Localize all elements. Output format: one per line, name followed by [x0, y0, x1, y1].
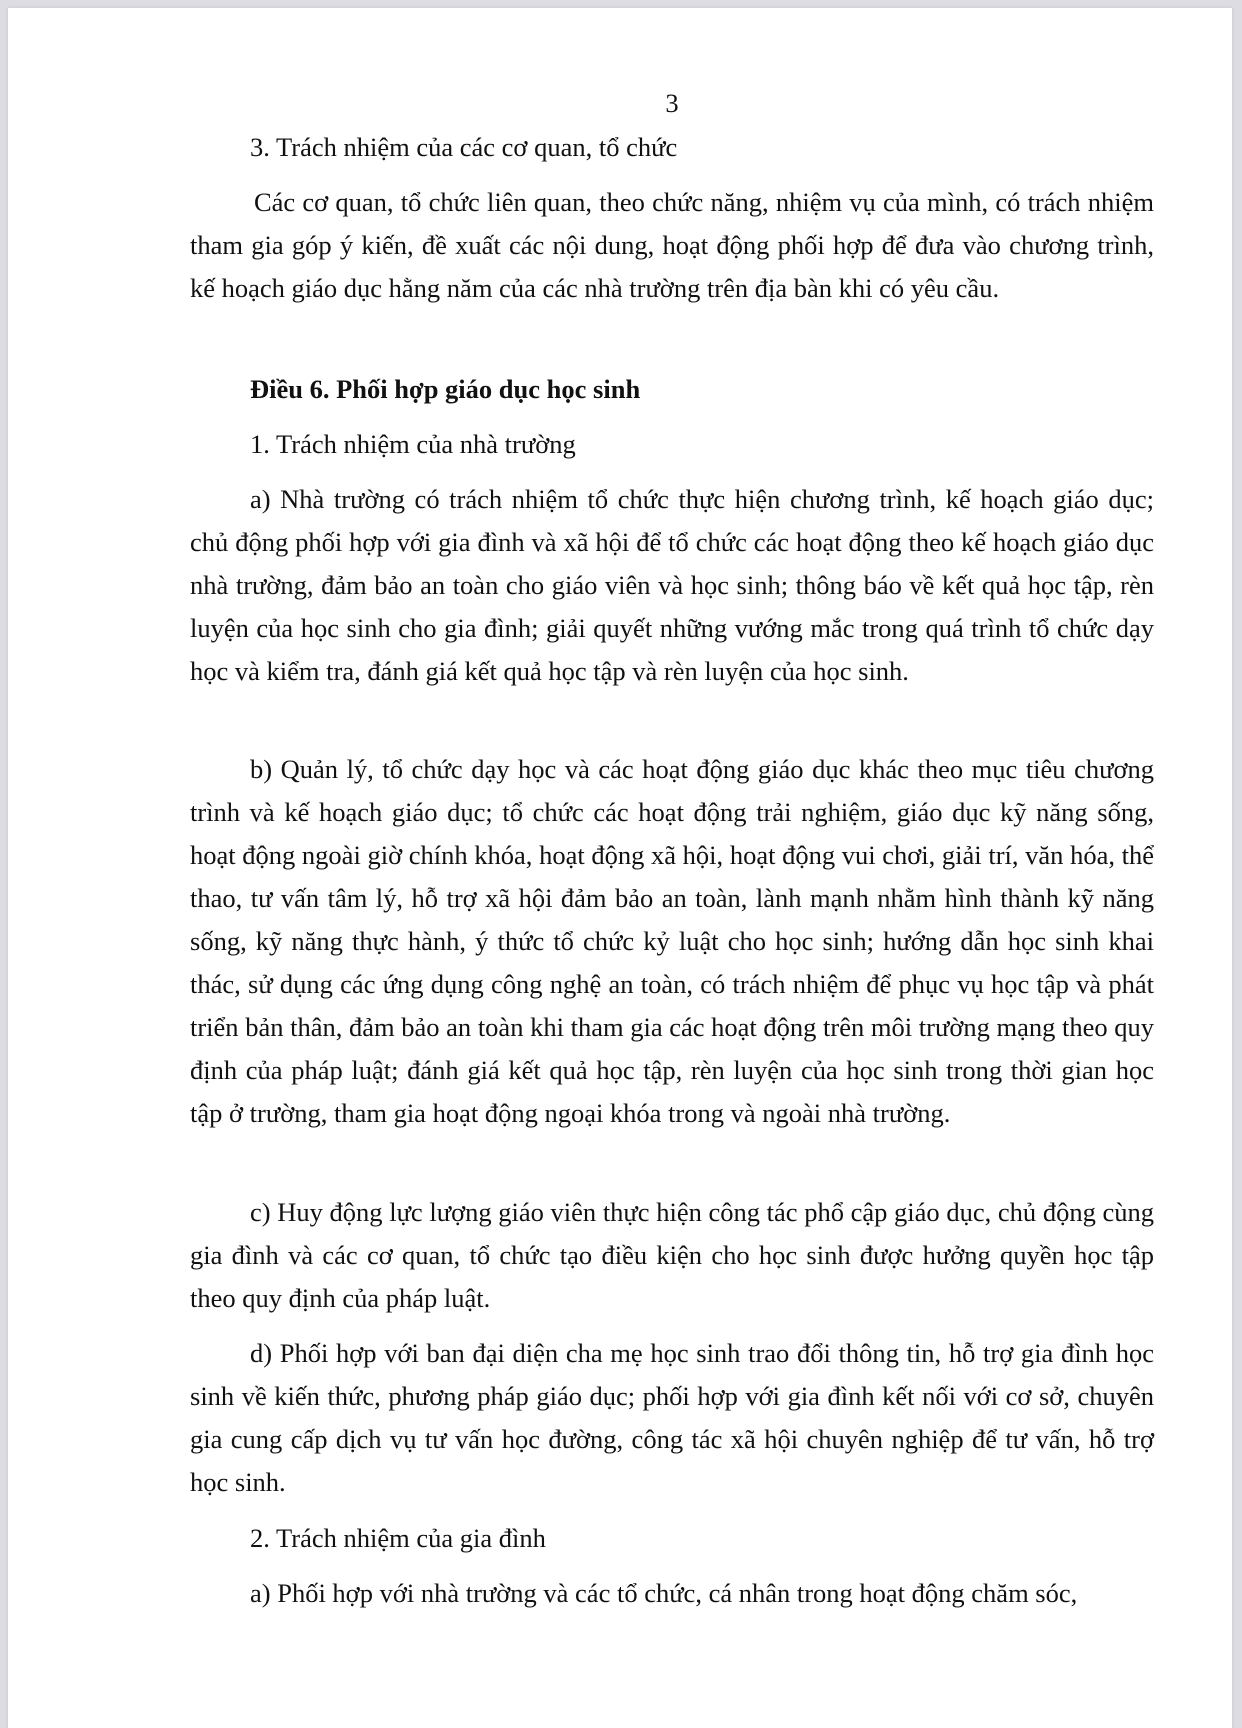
section-2-title: 2. Trách nhiệm của gia đình: [250, 1523, 546, 1553]
paragraph-a-school: a) Nhà trường có trách nhiệm tổ chức thực hiện chương trình, kế hoạch giáo dục; chủ động phối hợp với gia đình và xã hội để tổ chức các hoạt động theo kế hoạch giáo dục nhà trường, đảm bảo an toàn cho giáo viên và học sinh; thông báo về kết quả học tập, rèn luyện của học sinh cho gia đình; giải quyết những vướng mắc trong quá trình tổ chức dạy học và kiểm tra, đánh giá kết quả học tập và rèn luyện của học sinh.: [190, 484, 1154, 686]
document-page: [8, 8, 1232, 1728]
paragraph-agencies: Các cơ quan, tổ chức liên quan, theo chức năng, nhiệm vụ của mình, có trách nhiệm tham gia góp ý kiến, đề xuất các nội dung, hoạt động phối hợp để đưa vào chương trình, kế hoạch giáo dục hằng năm của các nhà trường trên địa bàn khi có yêu cầu.: [190, 187, 1154, 303]
section-3-title: 3. Trách nhiệm của các cơ quan, tổ chức: [250, 132, 678, 162]
section-1-title: 1. Trách nhiệm của nhà trường: [250, 429, 576, 459]
paragraph-c-mobilize: c) Huy động lực lượng giáo viên thực hiện công tác phổ cập giáo dục, chủ động cùng gia đình và các cơ quan, tổ chức tạo điều kiện cho học sinh được hưởng quyền học tập theo quy định của pháp luật.: [190, 1197, 1154, 1313]
article-6-heading: Điều 6. Phối hợp giáo dục học sinh: [250, 374, 641, 404]
page-number: 3: [665, 88, 679, 118]
paragraph-a-family: a) Phối hợp với nhà trường và các tổ chức, cá nhân trong hoạt động chăm sóc,: [250, 1578, 1078, 1608]
paragraph-d-coordinate: d) Phối hợp với ban đại diện cha mẹ học sinh trao đổi thông tin, hỗ trợ gia đình học sinh về kiến thức, phương pháp giáo dục; phối hợp với gia đình kết nối với cơ sở, chuyên gia cung cấp dịch vụ tư vấn học đường, công tác xã hội chuyên nghiệp để tư vấn, hỗ trợ học sinh.: [190, 1338, 1154, 1497]
paragraph-b-management: b) Quản lý, tổ chức dạy học và các hoạt động giáo dục khác theo mục tiêu chương trình và kế hoạch giáo dục; tổ chức các hoạt động trải nghiệm, giáo dục kỹ năng sống, hoạt động ngoài giờ chính khóa, hoạt động xã hội, hoạt động vui chơi, giải trí, văn hóa, thể thao, tư vấn tâm lý, hỗ trợ xã hội đảm bảo an toàn, lành mạnh nhằm hình thành kỹ năng sống, kỹ năng thực hành, ý thức tổ chức kỷ luật cho học sinh; hướng dẫn học sinh khai thác, sử dụng các ứng dụng công nghệ an toàn, có trách nhiệm để phục vụ học tập và phát triển bản thân, đảm bảo an toàn khi tham gia các hoạt động trên môi trường mạng theo quy định của pháp luật; đánh giá kết quả học tập, rèn luyện của học sinh trong thời gian học tập ở trường, tham gia hoạt động ngoại khóa trong và ngoài nhà trường.: [190, 754, 1154, 1128]
